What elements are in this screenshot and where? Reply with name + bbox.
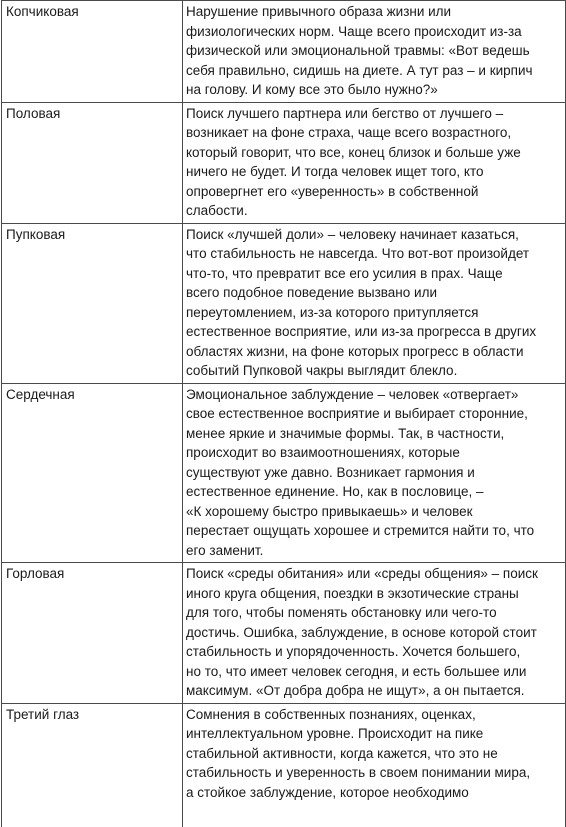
description-line: естественное восприятие, или из-за прогресса в других <box>186 324 537 339</box>
description-line: Сомнения в собственных познаниях, оценках, <box>186 706 476 722</box>
description-line: перестает ощущать хорошее и стремится найти то, что <box>186 523 535 538</box>
table-row <box>2 102 566 223</box>
description-line: происходит во взаимоотношениях, которые <box>186 445 460 460</box>
description-line: физической или эмоциональной травмы: «Вот ведешь <box>186 43 530 58</box>
description-line: на голову. И кому все это было нужно?» <box>186 82 438 97</box>
description-line: физиологических норм. Чаще всего происходит из-за <box>186 23 522 39</box>
chakra-name-cell <box>2 102 183 223</box>
chakra-name: Горловая <box>6 566 65 581</box>
table-row <box>2 383 566 563</box>
description-line: а стойкое заблуждение, которое необходимо <box>186 784 469 800</box>
description-line: Эмоциональное заблуждение – человек «отвергает» <box>186 386 519 402</box>
chakra-description-cell <box>183 703 566 827</box>
description-line: естественное единение. Но, как в пословице, – <box>186 484 484 499</box>
description-line: менее яркие и значимые формы. Так, в частности, <box>186 425 505 441</box>
table-body <box>2 1 566 827</box>
description-line: «К хорошему быстро привыкаешь» и человек <box>186 503 473 519</box>
chakra-name-cell <box>2 563 183 704</box>
description-line: Поиск «среды обитания» или «среды общения» – поиск <box>186 566 538 581</box>
description-line: всего подобное поведение вызвано или <box>186 285 437 300</box>
description-line: иного круга общения, поездки в экзотические страны <box>186 585 519 601</box>
description-line: областях жизни, на фоне которых прогресс в области <box>186 343 524 359</box>
description-line: ничего не будет. И тогда человек ищет того, кто <box>186 164 484 179</box>
chakra-description-cell <box>183 1 566 103</box>
chakra-name: Пупковая <box>6 226 66 242</box>
chakra-description-cell <box>183 563 566 704</box>
table-row <box>2 563 566 704</box>
chakra-name-cell <box>2 703 183 827</box>
table-row <box>2 703 566 827</box>
description-line: интеллектуальном уровне. Происходит на пике <box>186 726 484 741</box>
description-line: но то, что имеет человек сегодня, и есть большее или <box>186 663 527 679</box>
chakra-name: Копчиковая <box>6 4 79 19</box>
chakra-name-cell <box>2 383 183 563</box>
chakra-table <box>1 0 566 827</box>
chakra-name: Половая <box>6 105 61 121</box>
chakra-name: Сердечная <box>6 386 75 402</box>
description-line: свое естественное восприятие и выбирает сторонние, <box>186 406 528 421</box>
description-line: существуют уже давно. Возникает гармония и <box>186 464 475 480</box>
chakra-description-cell <box>183 383 566 563</box>
description-line: стабильной активности, когда кажется, что это не <box>186 745 498 761</box>
description-line: что стабильность не навсегда. Что вот-вот произойдет <box>186 246 530 261</box>
description-line: событий Пупковой чакры выглядит блекло. <box>186 363 458 378</box>
description-line: стабильность и уверенность в своем понимании мира, <box>186 765 531 780</box>
chakra-name-cell <box>2 1 183 103</box>
description-line: максимум. «От добра добра не ищут», а он пытается. <box>186 683 525 698</box>
chakra-name-cell <box>2 223 183 383</box>
description-line: переутомлением, из-за которого притупляется <box>186 304 479 320</box>
chakra-description-cell <box>183 102 566 223</box>
table-row <box>2 223 566 383</box>
description-line: его заменит. <box>186 542 264 558</box>
description-line: достичь. Ошибка, заблуждение, в основе которой стоит <box>186 624 537 640</box>
description-line: что-то, что превратит все его усилия в прах. Чаще <box>186 265 503 281</box>
description-line: слабости. <box>186 203 248 218</box>
chakra-name: Третий глаз <box>6 706 80 722</box>
table-row <box>2 1 566 103</box>
description-line: опровергнет его «уверенность» в собственной <box>186 183 479 199</box>
description-line: Поиск «лучшей доли» – человеку начинает казаться, <box>186 226 519 242</box>
description-line: для того, чтобы поменять обстановку или чего-то <box>186 605 497 620</box>
description-line: Нарушение привычного образа жизни или <box>186 4 452 19</box>
description-line: который говорит, что все, конец близок и больше уже <box>186 144 521 160</box>
description-line: Поиск лучшего партнера или бегство от лучшего – <box>186 105 504 121</box>
chakra-description-cell <box>183 223 566 383</box>
description-line: возникает на фоне страха, чаще всего возрастного, <box>186 125 512 140</box>
description-line: себя правильно, сидишь на диете. А тут раз – и кирпич <box>186 62 533 78</box>
description-line: стабильность и упорядоченность. Хочется большего, <box>186 644 521 659</box>
